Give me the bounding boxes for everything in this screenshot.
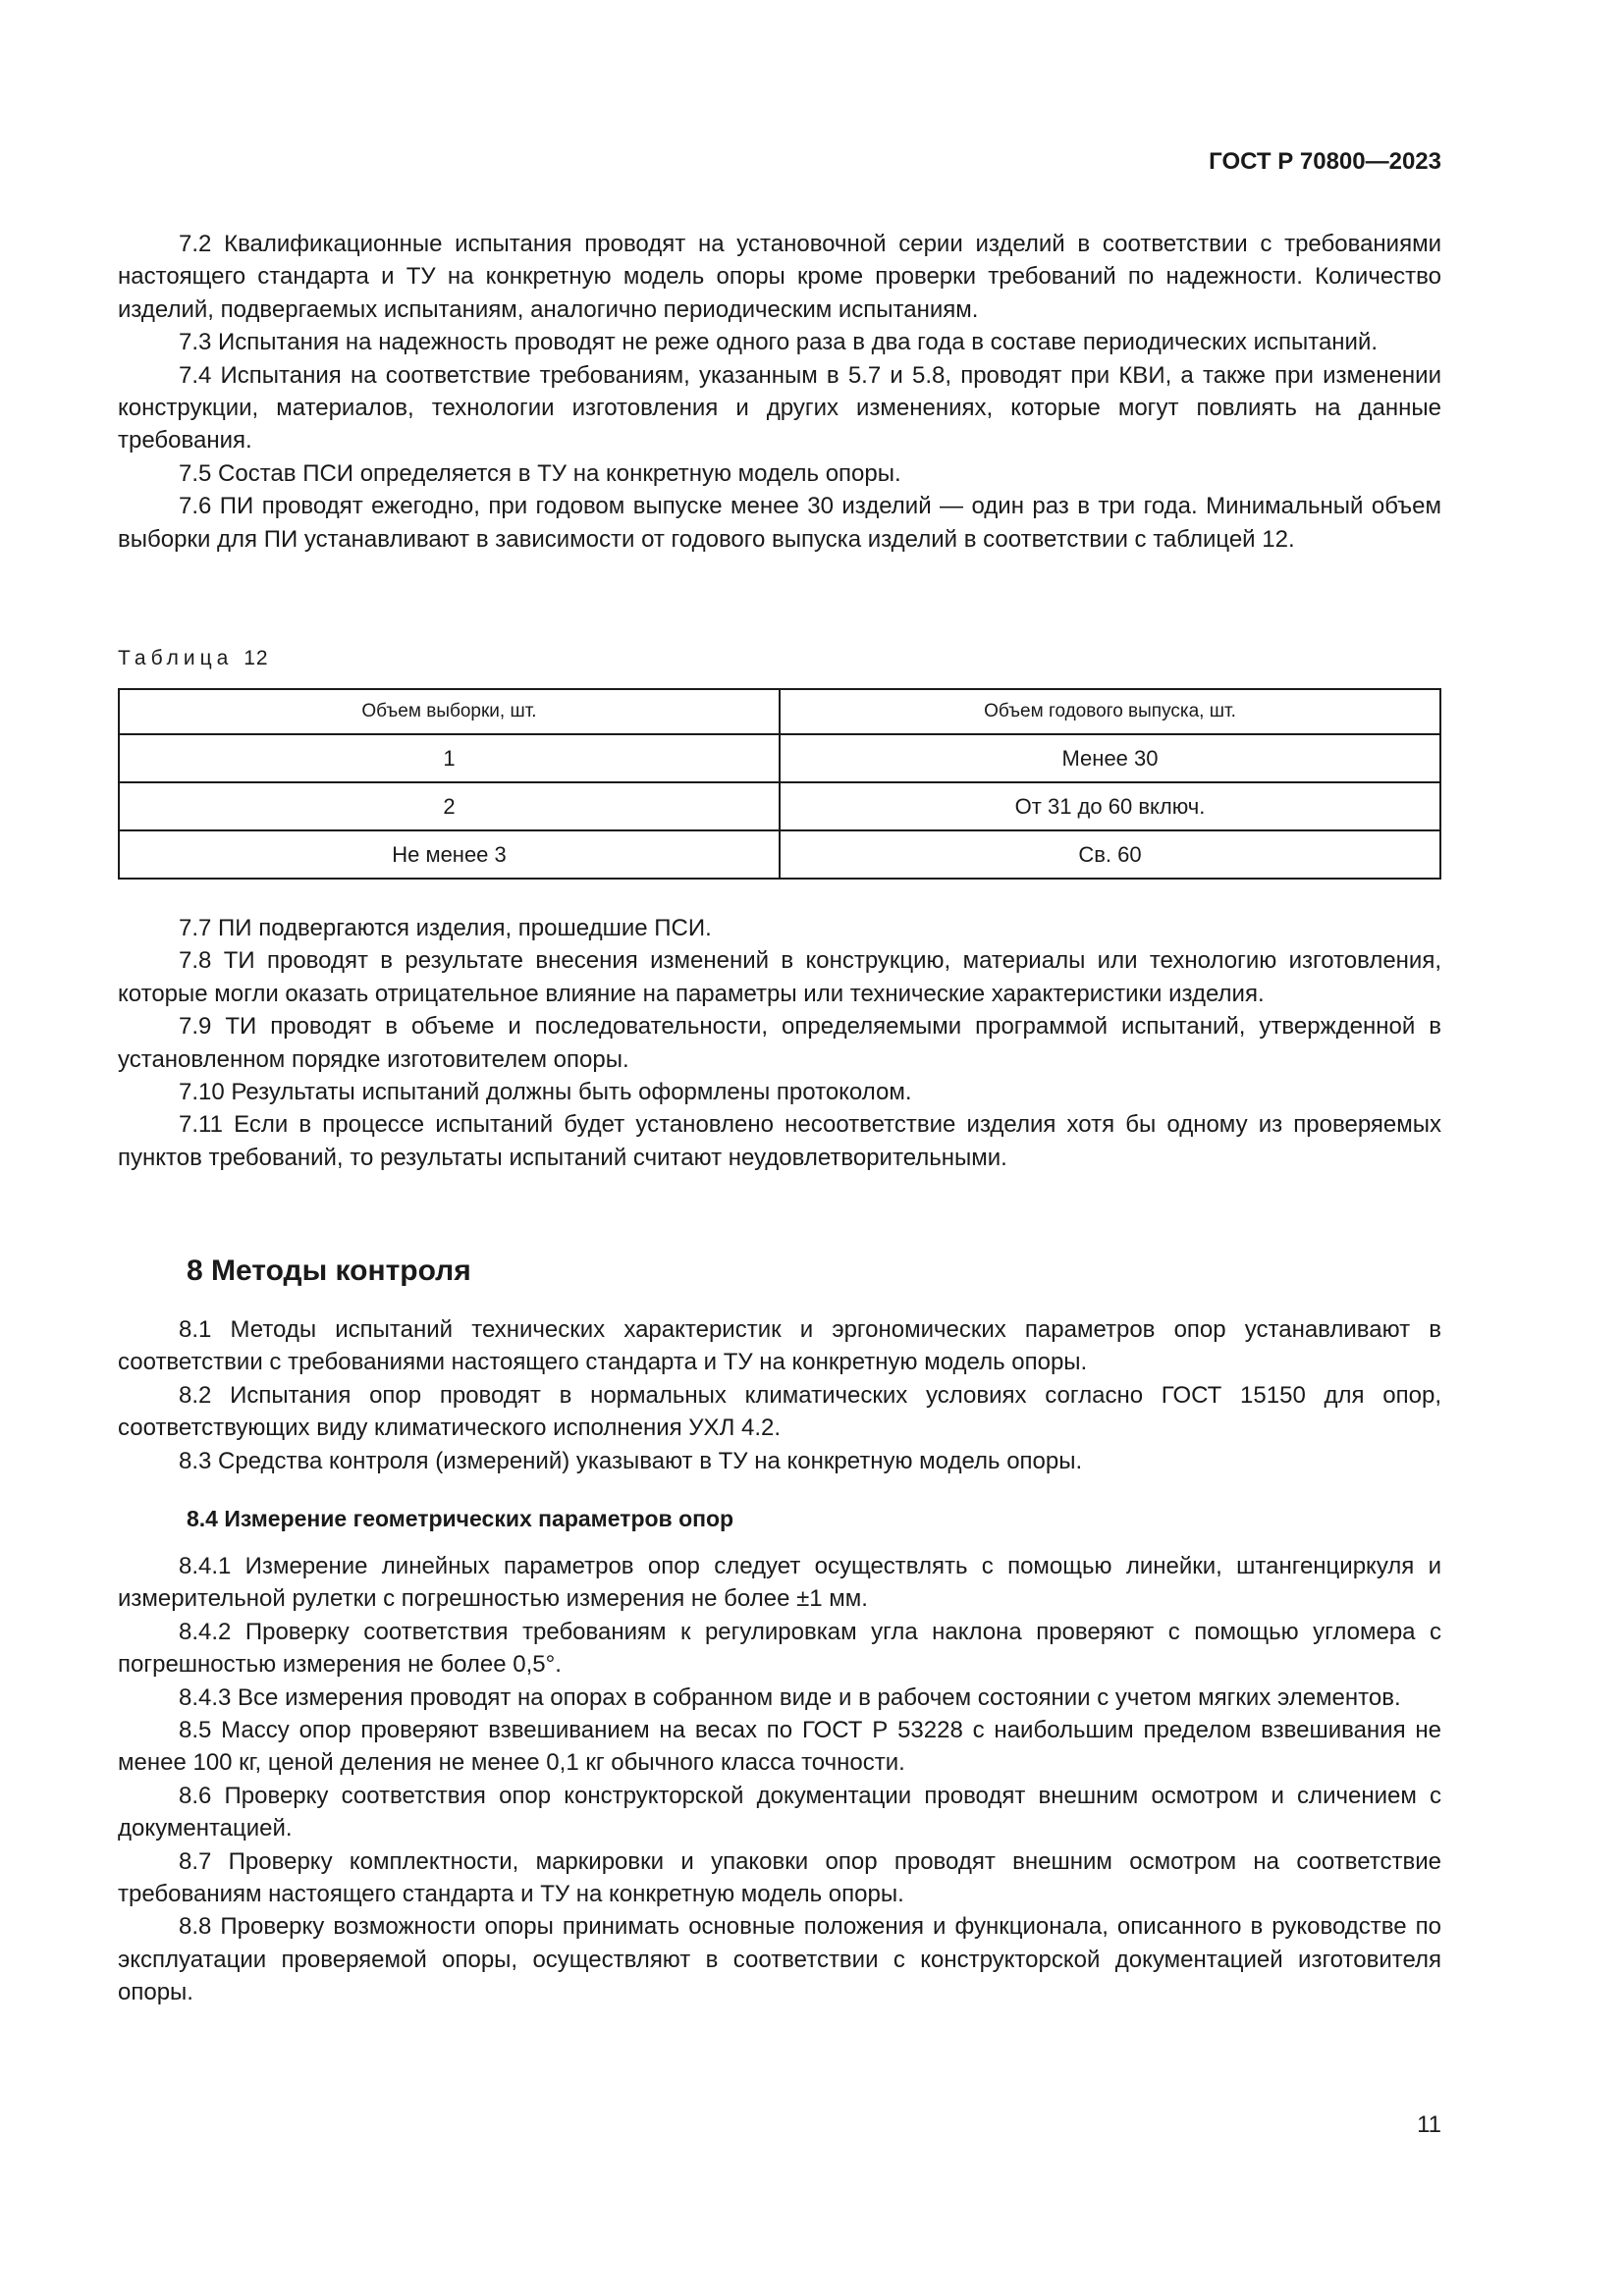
column-header-annual-output: Объем годового выпуска, шт.: [780, 689, 1440, 734]
clause-7-10: 7.10 Результаты испытаний должны быть оформлены протоколом.: [179, 1079, 912, 1106]
section-7-paragraphs-bottom: [118, 912, 1441, 1174]
section-8-heading-wrap: [118, 1254, 1441, 1289]
standard-code: ГОСТ Р 70800—2023: [1209, 148, 1441, 175]
table-row: [119, 734, 1440, 782]
clause-8-2: 8.2 Испытания опор проводят в нормальных климатических условиях согласно ГОСТ 15150 для опор, соответствующих виду климатического исполнения УХЛ 4.2.: [118, 1381, 1441, 1442]
subsection-8-4-heading-wrap: [118, 1504, 1441, 1533]
subsection-8-4-heading: 8.4 Измерение геометрических параметров опор: [187, 1506, 734, 1531]
column-header-sample-size: Объем выборки, шт.: [119, 689, 780, 734]
clause-7-7: 7.7 ПИ подвергаются изделия, прошедшие ПСИ.: [179, 915, 712, 941]
clause-7-6: 7.6 ПИ проводят ежегодно, при годовом выпуске менее 30 изделий — один раз в три года. Минимальный объем выборки для ПИ устанавливают в зависимости от годового выпуска изделий в соответствии с таблицей 12.: [118, 493, 1441, 553]
table-cell: 1: [119, 734, 780, 782]
table-row: [119, 782, 1440, 830]
clause-7-4: 7.4 Испытания на соответствие требованиям, указанным в 5.7 и 5.8, проводят при КВИ, а также при изменении конструкции, материалов, технологии изготовления и других изменениях, которые могут повлиять на данные требования.: [118, 361, 1441, 454]
page-number: 11: [1417, 2111, 1441, 2138]
table-caption-word: Таблица: [118, 647, 234, 669]
clause-7-11: 7.11 Если в процессе испытаний будет установлено несоответствие изделия хотя бы одному из проверяемых пунктов требований, то результаты испытаний считают неудовлетворительными.: [118, 1111, 1441, 1171]
table-caption-number: 12: [244, 647, 269, 669]
clause-7-3: 7.3 Испытания на надежность проводят не реже одного раза в два года в составе периодических испытаний.: [179, 329, 1379, 356]
clause-8-1: 8.1 Методы испытаний технических характеристик и эргономических параметров опор устанавливают в соответствии с требованиями настоящего стандарта и ТУ на конкретную модель опоры.: [118, 1316, 1441, 1376]
clause-7-9: 7.9 ТИ проводят в объеме и последовательности, определяемыми программой испытаний, утвержденной в установленном порядке изготовителем опоры.: [118, 1013, 1441, 1073]
clause-7-8: 7.8 ТИ проводят в результате внесения изменений в конструкцию, материалы или технологию изготовления, которые могли оказать отрицательное влияние на параметры или технические характеристики изделия.: [118, 947, 1441, 1007]
table-header-row: [119, 689, 1440, 734]
section-8-paragraphs: [118, 1313, 1441, 1477]
table-caption: [118, 645, 1441, 672]
data-table: [118, 688, 1441, 880]
clause-8-4-1: 8.4.1 Измерение линейных параметров опор следует осуществлять с помощью линейки, штангенциркуля и измерительной рулетки с погрешностью измерения не более ±1 мм.: [118, 1553, 1441, 1613]
clause-7-5: 7.5 Состав ПСИ определяется в ТУ на конкретную модель опоры.: [179, 459, 901, 487]
clause-8-4-2: 8.4.2 Проверку соответствия требованиям к регулировкам угла наклона проверяют с помощью угломера с погрешностью измерения не более 0,5°.: [118, 1618, 1441, 1679]
clause-8-8: 8.8 Проверку возможности опоры принимать основные положения и функционала, описанного в руководстве по эксплуатации проверяемой опоры, осуществляют в соответствии с конструкторской документацией изготовителя опоры.: [118, 1913, 1441, 2006]
table-cell: Св. 60: [780, 830, 1440, 879]
table-cell: Менее 30: [780, 734, 1440, 782]
table-12: [118, 688, 1441, 880]
section-8-heading: 8 Методы контроля: [187, 1255, 471, 1287]
clause-8-5: 8.5 Массу опор проверяют взвешиванием на весах по ГОСТ Р 53228 с наибольшим пределом взвешивания не менее 100 кг, ценой деления не менее 0,1 кг обычного класса точности.: [118, 1717, 1441, 1777]
table-cell: 2: [119, 782, 780, 830]
table-cell: Не менее 3: [119, 830, 780, 879]
clause-8-7: 8.7 Проверку комплектности, маркировки и упаковки опор проводят внешним осмотром на соответствие требованиям настоящего стандарта и ТУ на конкретную модель опоры.: [118, 1847, 1441, 1908]
clause-7-2: 7.2 Квалификационные испытания проводят на установочной серии изделий в соответствии с требованиями настоящего стандарта и ТУ на конкретную модель опоры кроме проверки требований по надежности. Количество изделий, подвергаемых испытаниям, аналогично периодическим испытаниям.: [118, 231, 1441, 323]
section-7-paragraphs-top: [118, 228, 1441, 556]
table-row: [119, 830, 1440, 879]
clause-8-3: 8.3 Средства контроля (измерений) указывают в ТУ на конкретную модель опоры.: [179, 1447, 1083, 1474]
subsection-8-4-paragraphs: [118, 1550, 1441, 2009]
table-cell: От 31 до 60 включ.: [780, 782, 1440, 830]
clause-8-6: 8.6 Проверку соответствия опор конструкторской документации проводят внешним осмотром и сличением с документацией.: [118, 1782, 1441, 1842]
clause-8-4-3: 8.4.3 Все измерения проводят на опорах в собранном виде и в рабочем состоянии с учетом мягких элементов.: [179, 1683, 1401, 1711]
